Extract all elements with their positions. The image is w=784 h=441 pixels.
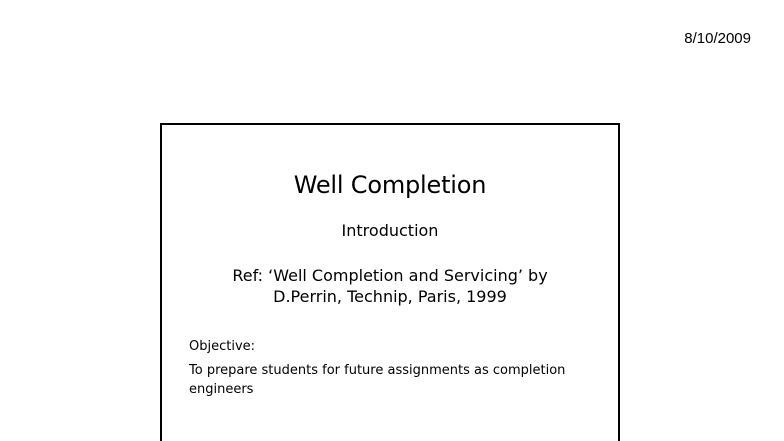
slide-title: Well Completion — [293, 171, 487, 199]
reference-citation — [202, 265, 578, 307]
page-date: 8/10/2009 — [684, 30, 751, 47]
objective-heading: Objective: — [189, 339, 256, 354]
objective-text: To prepare students for future assignments as completion engineers — [189, 363, 566, 397]
reference-line-1: Ref: ‘Well Completion and Servicing’ by — [232, 266, 548, 285]
reference-line-2: D.Perrin, Technip, Paris, 1999 — [273, 287, 507, 306]
slide-subtitle: Introduction — [341, 221, 439, 240]
slide-frame — [160, 123, 620, 441]
